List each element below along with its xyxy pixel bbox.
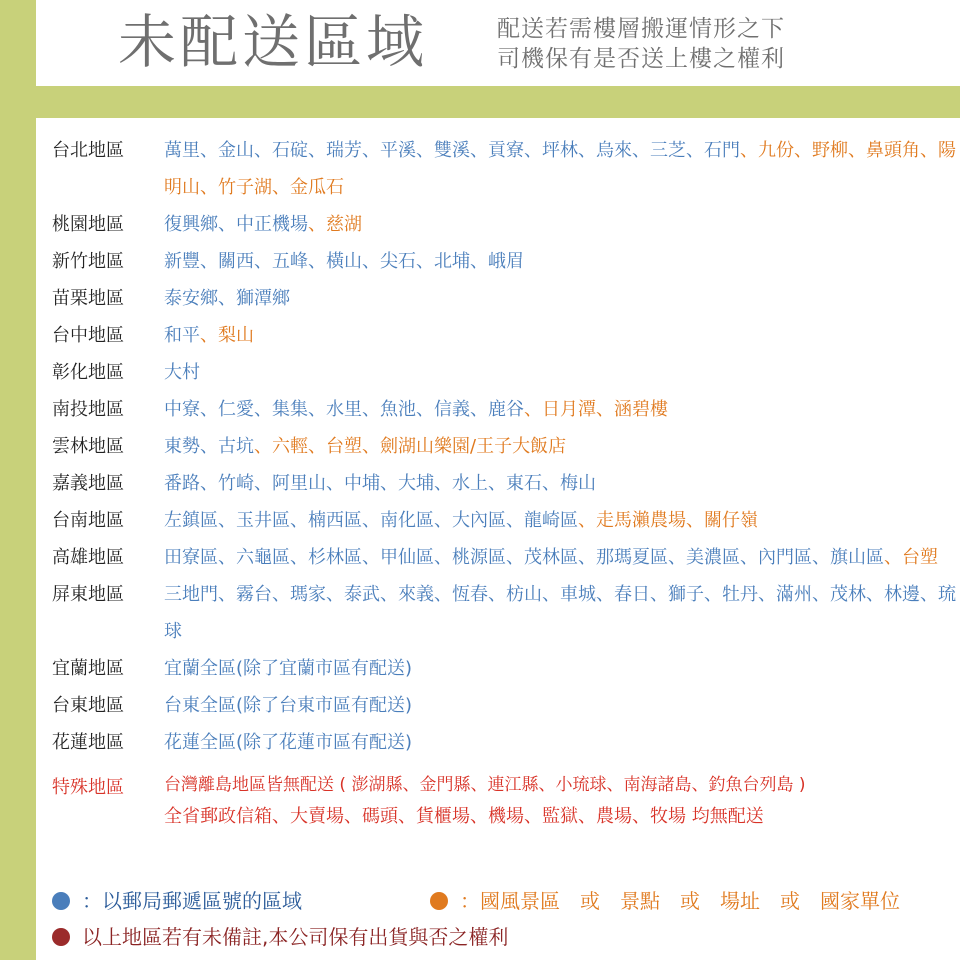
region-name: 花蓮地區 (52, 732, 124, 753)
special-region-row (52, 769, 957, 833)
region-places (164, 502, 957, 539)
region-row (52, 317, 957, 354)
postal-areas: 萬里、金山、石碇、瑞芳、平溪、雙溪、貢寮、坪林、烏來、三芝、石門 (164, 140, 740, 161)
postal-areas: 和平 (164, 325, 200, 346)
region-places (164, 280, 957, 317)
region-places (164, 576, 957, 650)
postal-areas: 田寮區、六龜區、杉林區、甲仙區、桃源區、茂林區、那瑪夏區、美濃區、內門區、旗山區 (164, 547, 884, 568)
region-places (164, 650, 957, 687)
region-name: 雲林地區 (52, 436, 124, 457)
region-name: 台北地區 (52, 140, 124, 161)
postal-areas: 左鎮區、玉井區、楠西區、南化區、大內區、龍崎區 (164, 510, 578, 531)
region-row (52, 465, 957, 502)
region-name: 特殊地區 (52, 777, 124, 798)
region-row (52, 132, 957, 206)
region-places (164, 687, 957, 724)
region-name: 屏東地區 (52, 584, 124, 605)
region-name: 宜蘭地區 (52, 658, 124, 679)
legend-blue: ：以郵局郵遞區號的區域 (82, 889, 302, 913)
postal-areas: 中寮、仁愛、集集、水里、魚池、信義、鹿谷 (164, 399, 524, 420)
region-row (52, 576, 957, 650)
region-row (52, 206, 957, 243)
region-name: 台南地區 (52, 510, 124, 531)
region-row (52, 243, 957, 280)
scenic-areas: 、九份、野柳、鼻頭角、陽明山、竹子湖、金瓜石 (164, 140, 956, 198)
region-row (52, 724, 957, 761)
postal-areas: 東勢、古坑 (164, 436, 254, 457)
region-name: 彰化地區 (52, 362, 124, 383)
blue-dot-icon (52, 892, 70, 910)
region-row (52, 539, 957, 576)
legend-red: 以上地區若有未備註,本公司保有出貨與否之權利 (82, 925, 509, 949)
special-note-1: 台灣離島地區皆無配送 ( 澎湖縣、金門縣、連江縣、小琉球、南海諸島、釣魚台列島 ) (164, 775, 806, 795)
scenic-areas: 、慈湖 (308, 214, 362, 235)
region-places (164, 428, 957, 465)
region-places (164, 317, 957, 354)
region-name: 高雄地區 (52, 547, 124, 568)
region-list (52, 132, 957, 833)
region-name: 苗栗地區 (52, 288, 124, 309)
header-band (36, 86, 960, 118)
scenic-areas: 、日月潭、涵碧樓 (524, 399, 668, 420)
region-row (52, 354, 957, 391)
region-row (52, 428, 957, 465)
region-places (164, 391, 957, 428)
legend-orange: ：國風景區 或 景點 或 場址 或 國家單位 (460, 889, 900, 913)
region-name: 台東地區 (52, 695, 124, 716)
region-row (52, 650, 957, 687)
page-title: 未配送區域 (118, 8, 429, 76)
region-places (164, 206, 957, 243)
region-places (164, 354, 957, 391)
region-name: 嘉義地區 (52, 473, 124, 494)
postal-areas: 番路、竹崎、阿里山、中埔、大埔、水上、東石、梅山 (164, 473, 596, 494)
left-accent-bar (0, 0, 36, 960)
postal-areas: 大村 (164, 362, 200, 383)
postal-areas: 泰安鄉、獅潭鄉 (164, 288, 290, 309)
postal-areas: 宜蘭全區(除了宜蘭市區有配送) (164, 658, 413, 679)
region-places (164, 465, 957, 502)
region-places (164, 724, 957, 761)
orange-dot-icon (430, 892, 448, 910)
region-row (52, 391, 957, 428)
postal-areas: 新豐、關西、五峰、橫山、尖石、北埔、峨眉 (164, 251, 524, 272)
page-subtitle (497, 14, 785, 74)
region-name: 桃園地區 (52, 214, 124, 235)
special-note-2: 全省郵政信箱、大賣場、碼頭、貨櫃場、機場、監獄、農場、牧場 均無配送 (164, 806, 764, 827)
region-row (52, 502, 957, 539)
legend-orange-item (430, 886, 900, 916)
postal-areas: 三地門、霧台、瑪家、泰武、來義、恆春、枋山、車城、春日、獅子、牡丹、滿州、茂林、林邊、琉球 (164, 584, 956, 642)
region-row (52, 280, 957, 317)
postal-areas: 台東全區(除了台東市區有配送) (164, 695, 413, 716)
scenic-areas: 、走馬瀨農場、關仔嶺 (578, 510, 758, 531)
region-places (164, 243, 957, 280)
region-places (164, 539, 957, 576)
region-places (164, 132, 957, 206)
darkred-dot-icon (52, 928, 70, 946)
legend-row-1 (52, 886, 302, 916)
postal-areas: 花蓮全區(除了花蓮市區有配送) (164, 732, 413, 753)
region-name: 台中地區 (52, 325, 124, 346)
scenic-areas: 、六輕、台塑、劍湖山樂園/王子大飯店 (254, 436, 567, 457)
special-region-notes (164, 769, 957, 833)
region-name: 南投地區 (52, 399, 124, 420)
scenic-areas: 、梨山 (200, 325, 254, 346)
subtitle-line-1: 配送若需樓層搬運情形之下 (497, 16, 785, 42)
scenic-areas: 、台塑 (884, 547, 938, 568)
legend-row-2 (52, 922, 508, 952)
region-row (52, 687, 957, 724)
postal-areas: 復興鄉、中正機場 (164, 214, 308, 235)
region-name: 新竹地區 (52, 251, 124, 272)
subtitle-line-2: 司機保有是否送上樓之權利 (497, 46, 785, 72)
